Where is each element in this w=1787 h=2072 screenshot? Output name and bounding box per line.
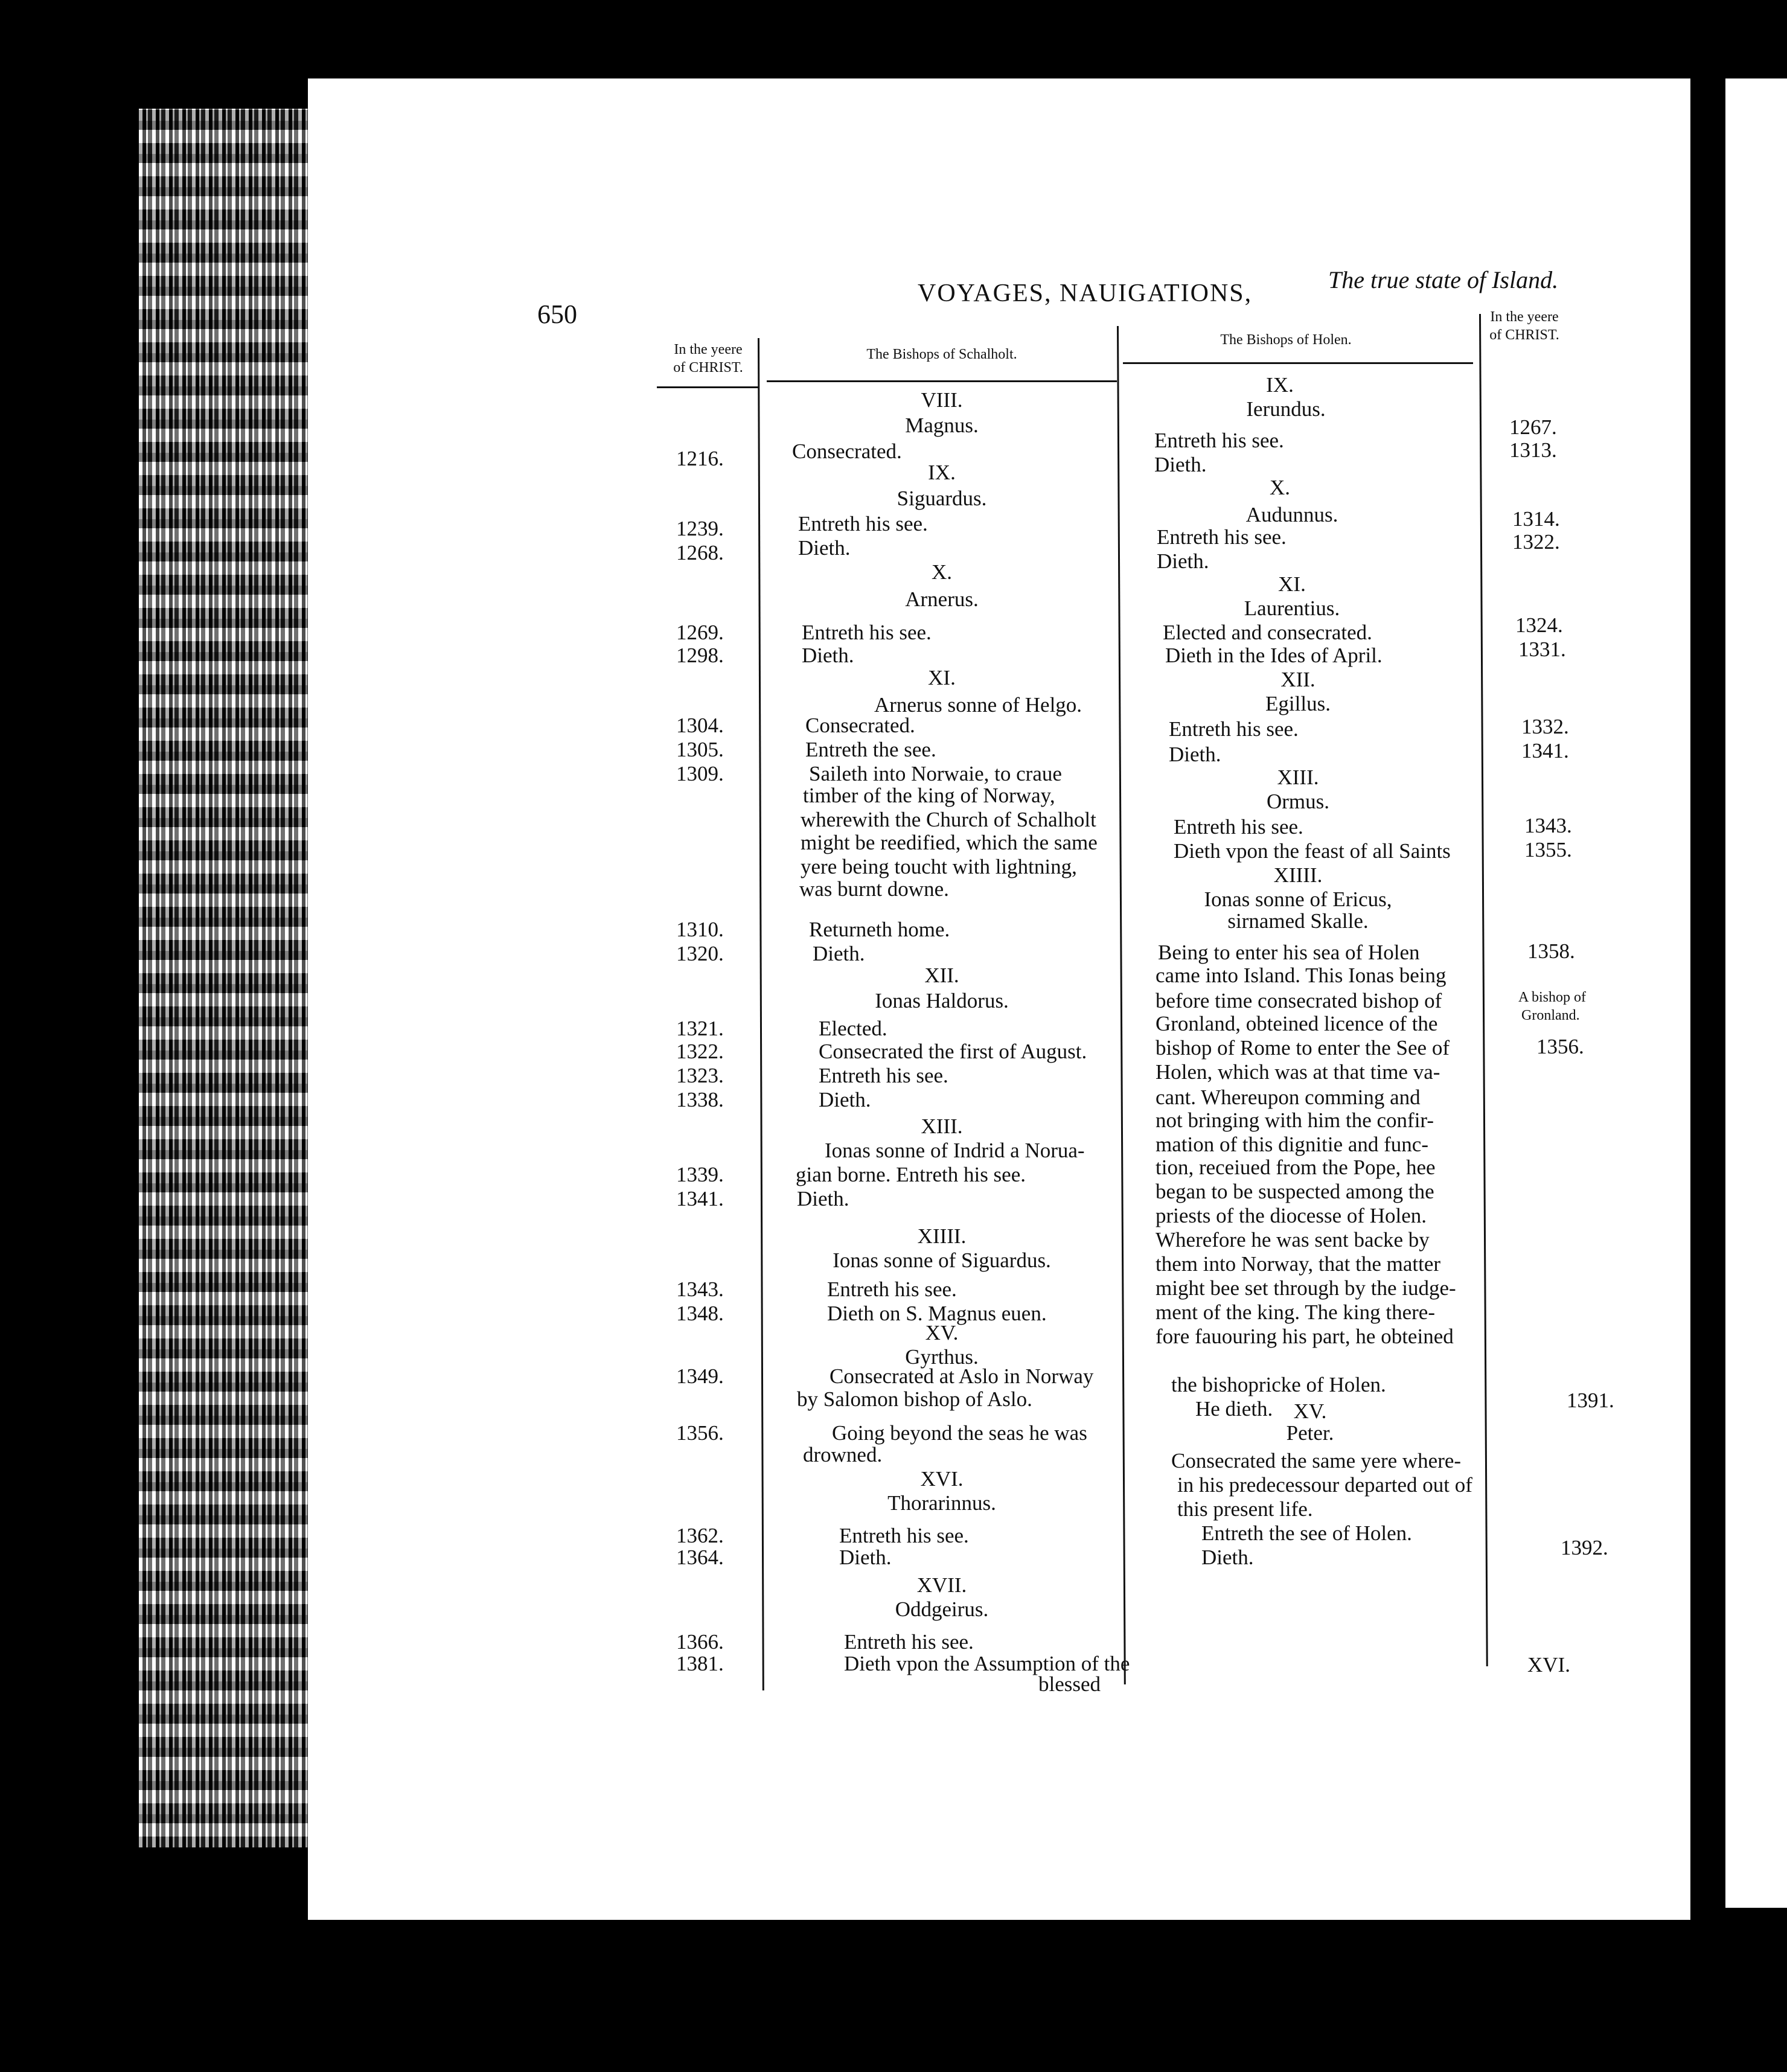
page-number: 650 xyxy=(537,299,577,329)
schalholt-entry: Returneth home. xyxy=(809,918,950,941)
holen-entry: Entreth the see of Holen. xyxy=(1201,1521,1412,1545)
book-page-edge xyxy=(139,109,320,1847)
holen-entry: Dieth vpon the feast of all Saints xyxy=(1174,839,1451,863)
schalholt-entry: Ionas sonne of Indrid a Norua- xyxy=(825,1139,1085,1162)
schalholt-entry: Arnerus sonne of Helgo. xyxy=(874,693,1082,717)
year-right: 1356. xyxy=(1536,1035,1584,1058)
schalholt-entry: XV. xyxy=(925,1321,959,1345)
next-page-sliver xyxy=(1725,78,1787,1908)
schalholt-entry: Entreth his see. xyxy=(802,621,932,644)
year-left: 1366. xyxy=(676,1630,724,1654)
holen-entry: not bringing with him the confir- xyxy=(1156,1108,1434,1132)
holen-entry: this present life. xyxy=(1177,1497,1313,1521)
holen-entry: sirnamed Skalle. xyxy=(1227,909,1369,933)
schalholt-entry: wherewith the Church of Schalholt xyxy=(801,808,1096,831)
holen-entry: them into Norway, that the matter xyxy=(1156,1252,1441,1276)
running-title: VOYAGES, NAUIGATIONS, xyxy=(918,280,1253,307)
schalholt-entry: Gyrthus. xyxy=(905,1345,979,1369)
schalholt-entry: Entreth his see. xyxy=(819,1064,948,1087)
year-right: 1343. xyxy=(1524,814,1572,837)
holen-entry: Audunnus. xyxy=(1245,503,1338,526)
header-rule-schalholt xyxy=(767,380,1117,382)
schalholt-entry: timber of the king of Norway, xyxy=(803,784,1055,807)
schalholt-entry: gian borne. Entreth his see. xyxy=(796,1163,1026,1186)
schalholt-entry: Entreth the see. xyxy=(805,738,936,761)
holen-entry: mation of this dignitie and func- xyxy=(1156,1133,1428,1156)
schalholt-entry: was burnt downe. xyxy=(799,877,949,901)
holen-entry: Consecrated the same yere where- xyxy=(1171,1449,1462,1472)
schalholt-entry: might be reedified, which the same xyxy=(801,831,1098,854)
holen-entry: Holen, which was at that time va- xyxy=(1156,1060,1440,1084)
schalholt-entry: Dieth. xyxy=(813,942,865,965)
schalholt-entry: Dieth. xyxy=(798,536,851,560)
schalholt-entry: Going beyond the seas he was xyxy=(832,1421,1087,1445)
year-right: 1267. xyxy=(1509,415,1557,439)
holen-entry: priests of the diocesse of Holen. xyxy=(1156,1204,1427,1227)
holen-entry: Entreth his see. xyxy=(1169,717,1299,741)
holen-entry: came into Island. This Ionas being xyxy=(1156,964,1447,987)
year-left: 1304. xyxy=(676,714,724,737)
year-left: 1268. xyxy=(676,541,724,564)
year-left: 1341. xyxy=(676,1187,724,1210)
schalholt-entry: Saileth into Norwaie, to craue xyxy=(809,762,1062,785)
year-left: 1348. xyxy=(676,1302,724,1325)
year-left: 1320. xyxy=(676,942,724,965)
right-year-header-line1: In the yeere xyxy=(1490,309,1559,325)
schalholt-entry: Dieth. xyxy=(802,644,854,667)
schalholt-entry: XIIII. xyxy=(917,1224,967,1248)
year-right: 1313. xyxy=(1509,438,1557,462)
year-right: 1331. xyxy=(1518,638,1566,661)
year-left: 1321. xyxy=(676,1017,724,1040)
schalholt-entry: XVI. xyxy=(920,1467,964,1491)
holen-entry: Ormus. xyxy=(1266,790,1330,813)
year-right: 1355. xyxy=(1524,838,1572,862)
year-left: 1343. xyxy=(676,1277,724,1301)
schalholt-entry: IX. xyxy=(928,461,956,484)
running-side-title: The true state of Island. xyxy=(1328,266,1559,293)
holen-entry: began to be suspected among the xyxy=(1156,1180,1434,1203)
holen-entry: Elected and consecrated. xyxy=(1163,621,1372,644)
holen-header: The Bishops of Holen. xyxy=(1220,332,1352,348)
year-right: 1332. xyxy=(1521,715,1569,738)
holen-entry: Egillus. xyxy=(1265,692,1331,715)
holen-entry: Ionas sonne of Ericus, xyxy=(1204,887,1392,911)
year-left: 1309. xyxy=(676,762,724,785)
holen-entry: Ierundus. xyxy=(1246,397,1326,421)
schalholt-entry: Consecrated. xyxy=(792,440,902,463)
holen-entry: Dieth. xyxy=(1201,1546,1254,1569)
year-left: 1269. xyxy=(676,621,724,644)
holen-entry: X. xyxy=(1269,476,1291,499)
schalholt-entry: Dieth. xyxy=(819,1088,871,1111)
schalholt-entry: Ionas sonne of Siguardus. xyxy=(833,1249,1051,1272)
holen-entry: XIIII. xyxy=(1273,863,1323,887)
holen-entry: XV. xyxy=(1293,1399,1327,1423)
schalholt-entry: Thorarinnus. xyxy=(887,1491,996,1515)
holen-entry: IX. xyxy=(1266,373,1294,397)
right-year-header-line2: of CHRIST. xyxy=(1489,327,1559,343)
schalholt-entry: Oddgeirus. xyxy=(895,1597,989,1621)
holen-entry: He dieth. xyxy=(1195,1397,1273,1421)
year-left: 1323. xyxy=(676,1064,724,1087)
holen-entry: Dieth. xyxy=(1157,549,1209,573)
schalholt-entry: Dieth vpon the Assumption of the xyxy=(844,1652,1130,1675)
schalholt-entry: Dieth on S. Magnus euen. xyxy=(827,1302,1047,1325)
holen-entry: Peter. xyxy=(1286,1421,1334,1445)
left-year-header-line1: In the yeere xyxy=(674,342,743,357)
schalholt-entry: Siguardus. xyxy=(897,487,987,510)
holen-entry: in his predecessour departed out of xyxy=(1177,1473,1472,1497)
holen-entry: Wherefore he was sent backe by xyxy=(1156,1228,1430,1252)
schalholt-entry: Dieth. xyxy=(839,1546,892,1569)
year-left: 1339. xyxy=(676,1163,724,1186)
holen-entry: Dieth. xyxy=(1154,453,1207,476)
schalholt-entry: XIII. xyxy=(921,1114,963,1138)
year-right: 1324. xyxy=(1515,613,1563,637)
year-left: 1381. xyxy=(676,1652,724,1675)
year-right: Gronland. xyxy=(1521,1008,1580,1023)
year-left: 1356. xyxy=(676,1421,724,1445)
holen-entry: Gronland, obteined licence of the xyxy=(1156,1012,1438,1035)
holen-entry: Laurentius. xyxy=(1244,596,1340,620)
holen-entry: Dieth. xyxy=(1169,743,1221,766)
schalholt-entry: X. xyxy=(931,560,953,584)
schalholt-entry: Magnus. xyxy=(905,414,979,437)
holen-entry: the bishopricke of Holen. xyxy=(1171,1373,1386,1396)
holen-entry: XI. xyxy=(1278,572,1306,596)
year-right: 1341. xyxy=(1521,739,1569,763)
schalholt-entry: Dieth. xyxy=(797,1187,849,1210)
holen-entry: Entreth his see. xyxy=(1157,525,1287,549)
holen-entry: XVI. xyxy=(1527,1653,1570,1677)
holen-entry: might bee set through by the iudge- xyxy=(1156,1276,1456,1300)
year-left: 1305. xyxy=(676,738,724,761)
schalholt-entry: Entreth his see. xyxy=(798,512,928,536)
schalholt-header: The Bishops of Schalholt. xyxy=(866,347,1017,362)
year-left: 1362. xyxy=(676,1524,724,1547)
schalholt-entry: Entreth his see. xyxy=(839,1524,969,1547)
schalholt-entry: Consecrated at Aslo in Norway xyxy=(830,1364,1094,1388)
holen-entry: ment of the king. The king there- xyxy=(1156,1300,1435,1324)
holen-entry: before time consecrated bishop of xyxy=(1156,989,1442,1012)
holen-entry: Dieth in the Ides of April. xyxy=(1165,644,1383,667)
left-year-header-line2: of CHRIST. xyxy=(673,360,743,376)
holen-entry: Entreth his see. xyxy=(1154,429,1284,452)
schalholt-entry: drowned. xyxy=(803,1443,883,1466)
schalholt-entry: Consecrated. xyxy=(805,714,915,737)
holen-entry: fore fauouring his part, he obteined xyxy=(1156,1325,1454,1348)
holen-entry: Entreth his see. xyxy=(1174,815,1303,839)
year-right: 1358. xyxy=(1527,939,1575,963)
schalholt-entry: Ionas Haldorus. xyxy=(875,989,1009,1012)
holen-entry: bishop of Rome to enter the See of xyxy=(1156,1036,1450,1060)
left-year-header xyxy=(657,341,759,377)
schalholt-entry: Consecrated the first of August. xyxy=(819,1040,1087,1063)
schalholt-entry: Elected. xyxy=(819,1017,887,1040)
header-rule-holen xyxy=(1123,362,1473,364)
schalholt-entry: Arnerus. xyxy=(905,587,979,611)
schalholt-entry: blessed xyxy=(1038,1672,1101,1696)
year-right: 1392. xyxy=(1561,1536,1608,1559)
holen-entry: Being to enter his sea of Holen xyxy=(1158,941,1420,964)
schalholt-entry: Entreth his see. xyxy=(844,1630,974,1654)
year-left: 1349. xyxy=(676,1364,724,1388)
year-right: 1391. xyxy=(1567,1389,1614,1412)
header-rule-left xyxy=(657,386,759,388)
year-left: 1310. xyxy=(676,918,724,941)
year-right: 1322. xyxy=(1512,530,1560,554)
schalholt-entry: Entreth his see. xyxy=(827,1277,957,1301)
holen-entry: tion, receiued from the Pope, hee xyxy=(1156,1156,1436,1179)
year-left: 1298. xyxy=(676,644,724,667)
schalholt-entry: XII. xyxy=(924,964,959,987)
schalholt-entry: VIII. xyxy=(921,388,963,412)
year-left: 1364. xyxy=(676,1546,724,1569)
holen-entry: cant. Whereupon comming and xyxy=(1156,1086,1421,1109)
schalholt-entry: XVII. xyxy=(916,1573,967,1597)
schalholt-entry: yere being toucht with lightning, xyxy=(801,855,1077,878)
year-left: 1216. xyxy=(676,447,724,470)
schalholt-entry: by Salomon bishop of Aslo. xyxy=(797,1387,1032,1411)
year-right: A bishop of xyxy=(1518,990,1587,1005)
holen-entry: XII. xyxy=(1280,668,1315,691)
year-left: 1322. xyxy=(676,1040,724,1063)
right-year-header xyxy=(1473,308,1576,344)
year-right: 1314. xyxy=(1512,507,1560,531)
holen-entry: XIII. xyxy=(1277,766,1319,789)
year-left: 1338. xyxy=(676,1088,724,1111)
year-left: 1239. xyxy=(676,517,724,540)
schalholt-entry: XI. xyxy=(928,666,956,689)
